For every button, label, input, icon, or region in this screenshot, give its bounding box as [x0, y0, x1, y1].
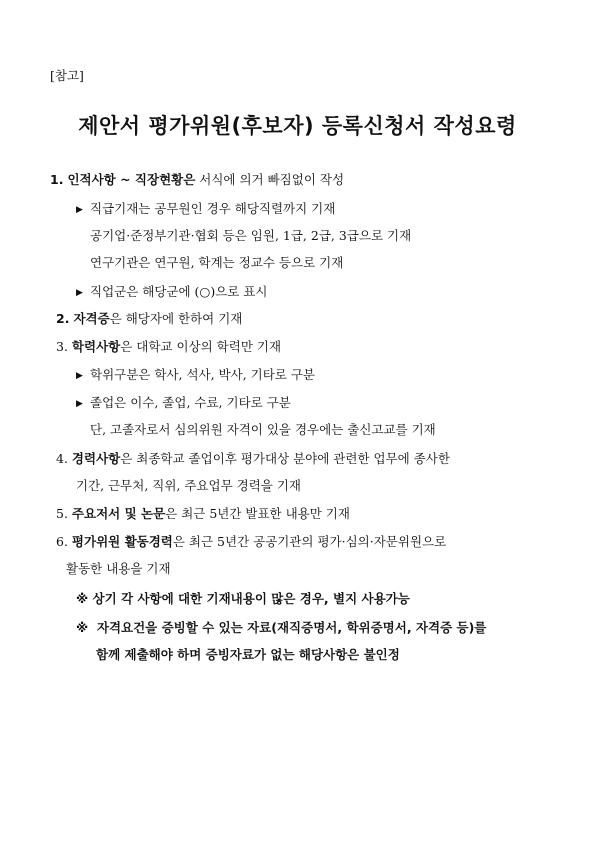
- reference-tag: [참고]: [50, 68, 84, 83]
- section-5-number: 5.: [56, 506, 68, 521]
- section-3-number: 3.: [56, 339, 68, 354]
- document-title: 제안서 평가위원(후보자) 등록신청서 작성요령: [78, 114, 517, 138]
- note-1: [76, 590, 410, 608]
- section-1-number: 1.: [50, 172, 64, 187]
- section-3-title: 학력사항: [71, 339, 121, 354]
- section-1-title: 인적사항 ~ 직장현황은: [67, 172, 196, 187]
- triangle-bullet-icon: ▶: [76, 399, 83, 409]
- section-2-number: 2.: [56, 311, 70, 326]
- section-1-bullet-2: [76, 283, 267, 302]
- bullet-text: 직업군은 해당군에 (○)으로 표시: [90, 284, 268, 299]
- section-6-continuation: 활동한 내용을 기재: [66, 561, 171, 576]
- section-6-title: 평가위원 활동경력: [71, 534, 173, 549]
- note-2: [76, 619, 486, 637]
- section-4-title: 경력사항: [71, 451, 121, 466]
- section-1-bullet-1: [76, 200, 335, 219]
- section-6-number: 6.: [56, 534, 68, 549]
- section-2-title: 자격증: [73, 311, 110, 326]
- bullet-text: 졸업은 이수, 졸업, 수료, 기타로 구분: [90, 395, 291, 410]
- section-6-text: 은 최근 5년간 공공기관의 평가·심의·자문위원으로: [172, 534, 447, 549]
- section-2-text: 은 해당자에 한하여 기재: [109, 311, 243, 326]
- triangle-bullet-icon: ▶: [76, 288, 83, 298]
- triangle-bullet-icon: ▶: [76, 205, 83, 215]
- section-3-bullet-2-continuation: 단, 고졸자로서 심의위원 자격이 있을 경우에는 출신고교를 기재: [90, 422, 436, 437]
- section-1-text: 서식에 의거 빠짐없이 작성: [195, 172, 345, 187]
- section-5-text: 은 최근 5년간 발표한 내용만 기재: [165, 506, 350, 521]
- bullet-text: 학위구분은 학사, 석사, 박사, 기타로 구분: [90, 367, 315, 382]
- section-3-bullet-2: [76, 394, 291, 413]
- section-1-heading: [50, 171, 344, 189]
- section-1-bullet-1-continuation-1: 공기업·준정부기관·협회 등은 임원, 1급, 2급, 3급으로 기재: [90, 228, 412, 243]
- section-3-text: 은 대학교 이상의 학력만 기재: [120, 339, 282, 354]
- bullet-text: 직급기재는 공무원인 경우 해당직렬까지 기재: [90, 201, 336, 216]
- section-4-heading: [56, 450, 450, 468]
- section-4-continuation: 기간, 근무처, 직위, 주요업무 경력을 기재: [76, 478, 301, 493]
- triangle-bullet-icon: ▶: [76, 371, 83, 381]
- reference-mark-icon: ※: [76, 591, 89, 606]
- reference-mark-icon: ※: [76, 620, 89, 635]
- note-1-text: 상기 각 사항에 대한 기재내용이 많은 경우, 별지 사용가능: [92, 591, 410, 606]
- section-4-number: 4.: [56, 451, 68, 466]
- section-4-text: 은 최종학교 졸업이후 평가대상 분야에 관련한 업무에 종사한: [120, 451, 450, 466]
- section-5-heading: [56, 505, 350, 523]
- note-2-text-line-1: 자격요건을 증빙할 수 있는 자료(재직증명서, 학위증명서, 자격증 등)를: [96, 620, 487, 635]
- section-2-heading: [56, 310, 242, 328]
- section-6-heading: [56, 533, 446, 551]
- section-3-bullet-1: [76, 366, 315, 385]
- section-3-heading: [56, 338, 281, 356]
- section-5-title: 주요저서 및 논문: [71, 506, 166, 521]
- note-2-text-line-2: 함께 제출해야 하며 증빙자료가 없는 해당사항은 불인정: [96, 647, 400, 662]
- section-1-bullet-1-continuation-2: 연구기관은 연구원, 학계는 정교수 등으로 기재: [90, 255, 344, 270]
